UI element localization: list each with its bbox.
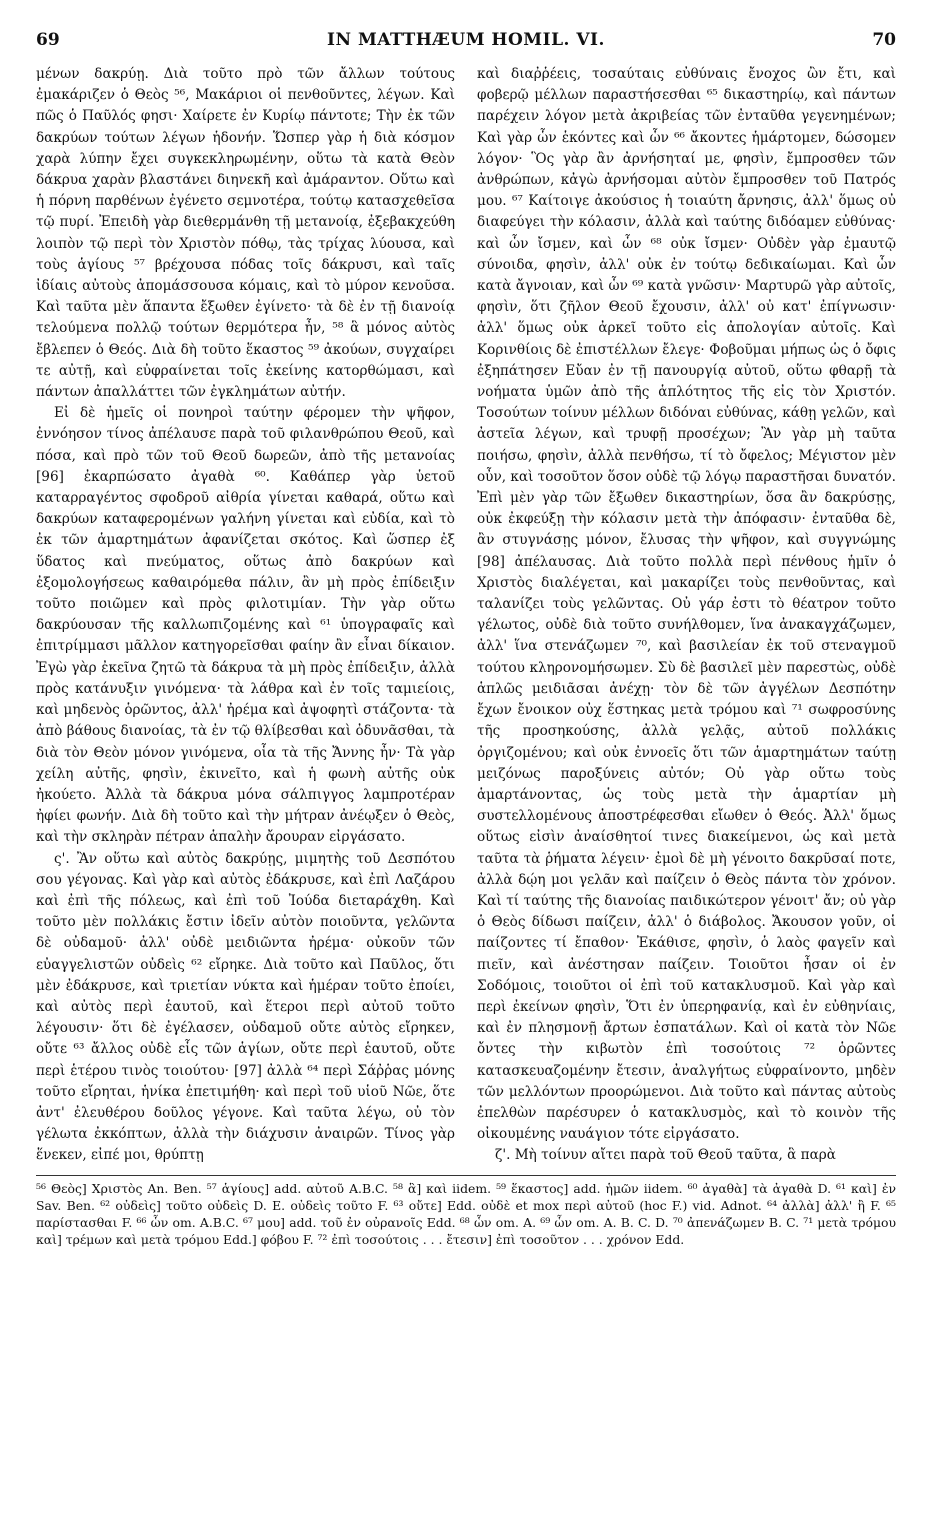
left-paragraph-3: ς'. Ἂν οὕτω καὶ αὐτὸς δακρύῃς, μιμητὴς τοῦ Δεσπότου σου γέγονας. Καὶ γὰρ καὶ αὐτὸς ἐδάκρυσε, καὶ ἐπὶ Λαζάρου καὶ ἐπὶ τῆς πόλεως, καὶ ἐπὶ τοῦ Ἰούδα διεταράχθη. Καὶ τοῦτο μὲν πολλάκις ἔστιν ἰδεῖν αὐτὸν ποιοῦντα, γελῶντα δὲ οὐδαμοῦ· ἀλλ' οὐδὲ μειδιῶντα ἠρέμα· οὐκοῦν τῶν εὐαγγελιστῶν οὐδεὶς ⁶² εἴρηκε. Διὰ τοῦτο καὶ Παῦλος, ὅτι μὲν ἐδάκρυσε, καὶ τριετίαν νύκτα καὶ ἡμέραν τοῦτο ἐποίει, καὶ αὐτὸς περὶ ἑαυτοῦ, καὶ ἕτεροι περὶ αὐτοῦ τοῦτο λέγουσιν· ὅτι δὲ ἐγέλασεν, οὐδαμοῦ οὔτε αὐτὸς εἴρηκεν, οὔτε ⁶³ ἄλλος οὐδὲ εἷς τῶν ἁγίων, οὔτε περὶ ἑαυτοῦ, οὔτε περὶ ἑτέρου τινὸς τοιούτου· [97] ἀλλὰ ⁶⁴ περὶ Σάῤῥας μόνης τοῦτο εἴρηται, ἡνίκα ἐπετιμήθη· καὶ περὶ τοῦ υἱοῦ Νῶε, ὅτε ἀντ' ἐλευθέρου δοῦλος γέγονε. Καὶ ταῦτα λέγω, οὐ τὸν γέλωτα ἐκκόπτων, ἀλλὰ τὴν διάχυσιν ἀναιρῶν. Τίνος γὰρ ἕνεκεν, εἰπέ μοι, θρύπτῃ (36, 850, 455, 1164)
right-paragraph-2: ζ'. Μὴ τοίνυν αἴτει παρὰ τοῦ Θεοῦ ταῦτα, ἃ παρὰ (495, 1147, 836, 1164)
running-header (36, 30, 896, 60)
running-title: IN MATTHÆUM HOMIL. VI. (327, 30, 605, 50)
right-page-number: 70 (872, 30, 896, 50)
text-columns (36, 64, 896, 1167)
left-paragraph-1: μένων δακρύῃ. Διὰ τοῦτο πρὸ τῶν ἄλλων τούτους ἐμακάριζεν ὁ Θεὸς ⁵⁶, Μακάριοι οἱ πενθοῦντες, λέγων. Καὶ πῶς ὁ Παῦλός φησι· Χαίρετε ἐν Κυρίῳ πάντοτε; Τὴν ἐκ τῶν δακρύων τούτων λέγων ἡδονήν. Ὥσπερ γὰρ ἡ διὰ κόσμον χαρὰ λύπην ἔχει συγκεκληρωμένην, οὕτω τὰ κατὰ Θεὸν δάκρυα χαρὰν βλαστάνει διηνεκῆ καὶ ἀμάραντον. Οὕτω καὶ ἡ πόρνη παρθένων ἐγένετο σεμνοτέρα, τούτῳ κατασχεθεῖσα τῷ πυρί. Ἐπειδὴ γὰρ διεθερμάνθη τῇ μετανοίᾳ, ἐξεβακχεύθη λοιπὸν τῷ περὶ τὸν Χριστὸν πόθῳ, τὰς τρίχας λύουσα, καὶ τοὺς ἁγίους ⁵⁷ βρέχουσα πόδας τοῖς δάκρυσι, καὶ ταῖς ἰδίαις αὐτοὺς ἀπομάσσουσα κόμαις, καὶ τὸ μύρον κενοῦσα. Καὶ ταῦτα μὲν ἅπαντα ἔξωθεν ἐγίνετο· τὰ δὲ ἐν τῇ διανοίᾳ τελούμενα πολλῷ τούτων θερμότερα ἦν, ⁵⁸ ἃ μόνος αὐτὸς ἔβλεπεν ὁ Θεός. Διὰ δὴ τοῦτο ἕκαστος ⁵⁹ ἀκούων, συγχαίρει τε αὐτῇ, καὶ εὐφραίνεται τοῖς ἐκείνης κατορθώμασι, καὶ πάντων ἀπαλλάττει τῶν ἐγκλημάτων αὐτήν. (36, 66, 455, 401)
right-paragraph-1: καὶ διαῤῥέεις, τοσαύταις εὐθύναις ἔνοχος ὢν ἔτι, καὶ φοβερῷ μέλλων παραστήσεσθαι ⁶⁵ δικαστηρίῳ, καὶ πάντων παρέχειν λόγον μετὰ ἀκριβείας τῶν ἐνταῦθα γεγενημένων; Καὶ γὰρ ὧν ἑκόντες καὶ ὧν ⁶⁶ ἄκοντες ἡμάρτομεν, δώσομεν λόγον· Ὃς γὰρ ἂν ἀρνήσηταί με, φησὶν, ἔμπροσθεν τῶν ἀνθρώπων, κἀγὼ ἀρνήσομαι αὐτὸν ἔμπροσθεν τοῦ Πατρός μου. ⁶⁷ Καίτοιγε ἀκούσιος ἡ τοιαύτη ἄρνησις, ἀλλ' ὅμως οὐ διαφεύγει τὴν κόλασιν, ἀλλὰ καὶ ταύτης διδόαμεν εὐθύνας· καὶ ὧν ἴσμεν, καὶ ὧν ⁶⁸ οὐκ ἴσμεν· Οὐδὲν γὰρ ἐμαυτῷ σύνοιδα, φησὶν, ἀλλ' οὐκ ἐν τούτῳ δεδικαίωμαι. Καὶ ὧν κατὰ ἄγνοιαν, καὶ ὧν ⁶⁹ κατὰ γνῶσιν· Μαρτυρῶ γὰρ αὐτοῖς, φησὶν, ὅτι ζῆλον Θεοῦ ἔχουσιν, ἀλλ' οὐ κατ' ἐπίγνωσιν· ἀλλ' ὅμως οὐκ ἀρκεῖ τοῦτο εἰς ἀπολογίαν αὐτοῖς. Καὶ Κορινθίοις δὲ ἐπιστέλλων ἔλεγε· Φοβοῦμαι μήπως ὡς ὁ ὄφις ἐξηπάτησεν Εὔαν ἐν τῇ πανουργίᾳ αὐτοῦ, οὕτω φθαρῇ τὰ νοήματα ὑμῶν ἀπὸ τῆς ἁπλότητος τῆς εἰς τὸν Χριστόν. Τοσούτων τοίνυν μέλλων διδόναι εὐθύνας, κάθῃ γελῶν, καὶ ἀστεῖα λέγων, καὶ τρυφῇ προσέχων; Ἂν γὰρ μὴ ταῦτα ποιήσω, φησὶν, ἀλλὰ πενθήσω, τί τὸ ὄφελος; Μέγιστον μὲν οὖν, καὶ τοσοῦτον ὅσον οὐδὲ τῷ λόγῳ παραστῆσαι δυνατόν. Ἐπὶ μὲν γὰρ τῶν ἔξωθεν δικαστηρίων, ὅσα ἂν δακρύσῃς, οὐκ ἐκφεύξῃ τὴν κόλασιν μετὰ τὴν ἀπόφασιν· ἐνταῦθα δὲ, ἂν στυγνάσῃς μόνον, ἔλυσας τὴν ψῆφον, καὶ συγγνώμης [98] ἀπέλαυσας. Διὰ τοῦτο πολλὰ περὶ πένθους ἡμῖν ὁ Χριστὸς διαλέγεται, καὶ μακαρίζει τοὺς πενθοῦντας, καὶ ταλανίζει τοὺς γελῶντας. Οὐ γάρ ἐστι τὸ θέατρον τοῦτο γέλωτος, οὐδὲ διὰ τοῦτο συνήλθομεν, ἵνα ἀνακαγχάζωμεν, ἀλλ' ἵνα στενάζωμεν ⁷⁰, καὶ βασιλείαν ἐκ τοῦ στεναγμοῦ τούτου κληρονομήσωμεν. Σὺ δὲ βασιλεῖ μὲν παρεστὼς, οὐδὲ ἁπλῶς μειδιᾶσαι ἀνέχῃ· τὸν δὲ τῶν ἀγγέλων Δεσπότην ἔχων ἔνοικον οὐχ ἕστηκας μετὰ τρόμου καὶ ⁷¹ σωφροσύνης τῆς προσηκούσης, ἀλλὰ γελᾷς, αὐτοῦ πολλάκις ὀργιζομένου; καὶ οὐκ ἐννοεῖς ὅτι τῶν ἁμαρτημάτων ταύτῃ μειζόνως παροξύνεις αὐτόν; Οὐ γὰρ οὕτω τοὺς ἁμαρτάνοντας, ὡς τοὺς μετὰ τὴν ἁμαρτίαν μὴ συστελλομένους ἀποστρέφεσθαι εἴωθεν ὁ Θεός. Ἀλλ' ὅμως οὕτως εἰσὶν ἀναίσθητοί τινες διακείμενοι, ὡς καὶ μετὰ ταῦτα τὰ ῥήματα λέγειν· ἐμοὶ δὲ μὴ γένοιτο δακρῦσαί ποτε, ἀλλὰ δῴη μοι γελᾶν καὶ παίζειν ὁ Θεὸς πάντα τὸν χρόνον. Καὶ τί ταύτης τῆς διανοίας παιδικώτερον γένοιτ' ἄν; οὐ γὰρ ὁ Θεὸς δίδωσι παίζειν, ἀλλ' ὁ διάβολος. Ἄκουσον γοῦν, οἱ παίζοντες τί ἔπαθον· Ἐκάθισε, φησὶν, ὁ λαὸς φαγεῖν καὶ πιεῖν, καὶ ἀνέστησαν παίζειν. Τοιοῦτοι ἦσαν οἱ ἐν Σοδόμοις, τοιοῦτοι οἱ ἐπὶ τοῦ κατακλυσμοῦ. Καὶ γὰρ καὶ περὶ ἐκείνων φησὶν, Ὅτι ἐν ὑπερηφανίᾳ, καὶ ἐν εὐθηνίαις, καὶ ἐν πλησμονῇ ἄρτων ἐσπατάλων. Καὶ οἱ κατὰ τὸν Νῶε ὄντες τὴν κιβωτὸν ἐπὶ τοσούτοις ⁷² ὁρῶντες κατασκευαζομένην ἔτεσιν, ἀναλγήτως εὐφραίνοντο, μηδὲν τῶν μελλόντων προορώμενοι. Διὰ τοῦτο καὶ πάντας αὐτοὺς ἐπελθὼν παρέσυρεν ὁ κατακλυσμὸς, καὶ τὸ κοινὸν τῆς οἰκουμένης ναυάγιον τότε εἰργάσατο. (477, 66, 896, 1143)
left-column (36, 64, 455, 1167)
left-page-number: 69 (36, 30, 60, 50)
footnotes: ⁵⁶ Θεὸς] Χριστὸς An. Ben. ⁵⁷ ἁγίους] add. αὐτοῦ A.B.C. ⁵⁸ ἃ] καὶ iidem. ⁵⁹ ἕκαστος] add. ἡμῶν iidem. ⁶⁰ ἀγαθὰ] τὰ ἀγαθὰ D. ⁶¹ καὶ] ἐν Sav. Ben. ⁶² οὐδεὶς] τοῦτο οὐδεὶς D. E. οὐδεὶς τοῦτο F. ⁶³ οὔτε] Edd. οὐδὲ et mox περὶ αὐτοῦ (hoc F.) vid. Adnot. ⁶⁴ ἀλλὰ] ἀλλ' ἢ F. ⁶⁵ παρίστασθαι F. ⁶⁶ ὧν om. A.B.C. ⁶⁷ μου] add. τοῦ ἐν οὐρανοῖς Edd. ⁶⁸ ὧν om. A. ⁶⁹ ὧν om. A. B. C. D. ⁷⁰ ἀπενάζωμεν B. C. ⁷¹ μετὰ τρόμου καὶ] τρέμων καὶ μετὰ τρόμου Edd.] φόβου F. ⁷² ἐπὶ τοσούτοις . . . ἔτεσιν] ἐπὶ τοσοῦτον . . . χρόνον Edd. (36, 1175, 896, 1248)
right-column (477, 64, 896, 1167)
left-paragraph-2: Εἰ δὲ ἡμεῖς οἱ πονηροὶ ταύτην φέρομεν τὴν ψῆφον, ἐννόησον τίνος ἀπέλαυσε παρὰ τοῦ φιλανθρώπου Θεοῦ, καὶ πόσα, καὶ πρὸ τῶν τοῦ Θεοῦ δωρεῶν, ἀπὸ τῆς μετανοίας [96] ἐκαρπώσατο ἀγαθὰ ⁶⁰. Καθάπερ γὰρ ὑετοῦ καταρραγέντος σφοδροῦ αἰθρία γίνεται καθαρά, οὕτω καὶ δακρύων καταφερομένων γαλήνη γίνεται καὶ εὐδία, καὶ τὸ ἐκ τῶν ἁμαρτημάτων ἀφανίζεται σκότος. Καὶ ὥσπερ ἐξ ὕδατος καὶ πνεύματος, οὕτως ἀπὸ δακρύων καὶ ἐξομολογήσεως καθαιρόμεθα πάλιν, ἂν μὴ πρὸς ἐπίδειξιν τοῦτο ποιῶμεν καὶ πρὸς φιλοτιμίαν. Τὴν γὰρ οὕτω δακρύουσαν τῆς καλλωπιζομένης καὶ ⁶¹ ὑπογραφαῖς καὶ ἐπιτρίμμασι μᾶλλον κατηγορεῖσθαι φαίην ἂν εἶναι δίκαιον. Ἐγὼ γὰρ ἐκεῖνα ζητῶ τὰ δάκρυα τὰ μὴ πρὸς ἐπίδειξιν, ἀλλὰ πρὸς κατάνυξιν γινόμενα· τὰ λάθρα καὶ ἐν τοῖς ταμιείοις, καὶ μηδενὸς ὁρῶντος, ἀλλ' ἠρέμα καὶ ἀψοφητὶ στάζοντα· τὰ ἀπὸ βάθους διανοίας, τὰ ἐν τῷ θλίβεσθαι καὶ ὀδυνᾶσθαι, τὰ διὰ τὸν Θεὸν μόνον γινόμενα, οἷα τὰ τῆς Ἄννης ἦν· Τὰ γὰρ χείλη αὐτῆς, φησὶν, ἐκινεῖτο, καὶ ἡ φωνὴ αὐτῆς οὐκ ἠκούετο. Ἀλλὰ τὰ δάκρυα μόνα σάλπιγγος λαμπροτέραν ἠφίει φωνήν. Διὰ δὴ τοῦτο καὶ τὴν μήτραν ἀνέῳξεν ὁ Θεὸς, καὶ τὴν σκληρὰν πέτραν ἁπαλὴν ἄρουραν εἰργάσατο. (36, 405, 455, 846)
